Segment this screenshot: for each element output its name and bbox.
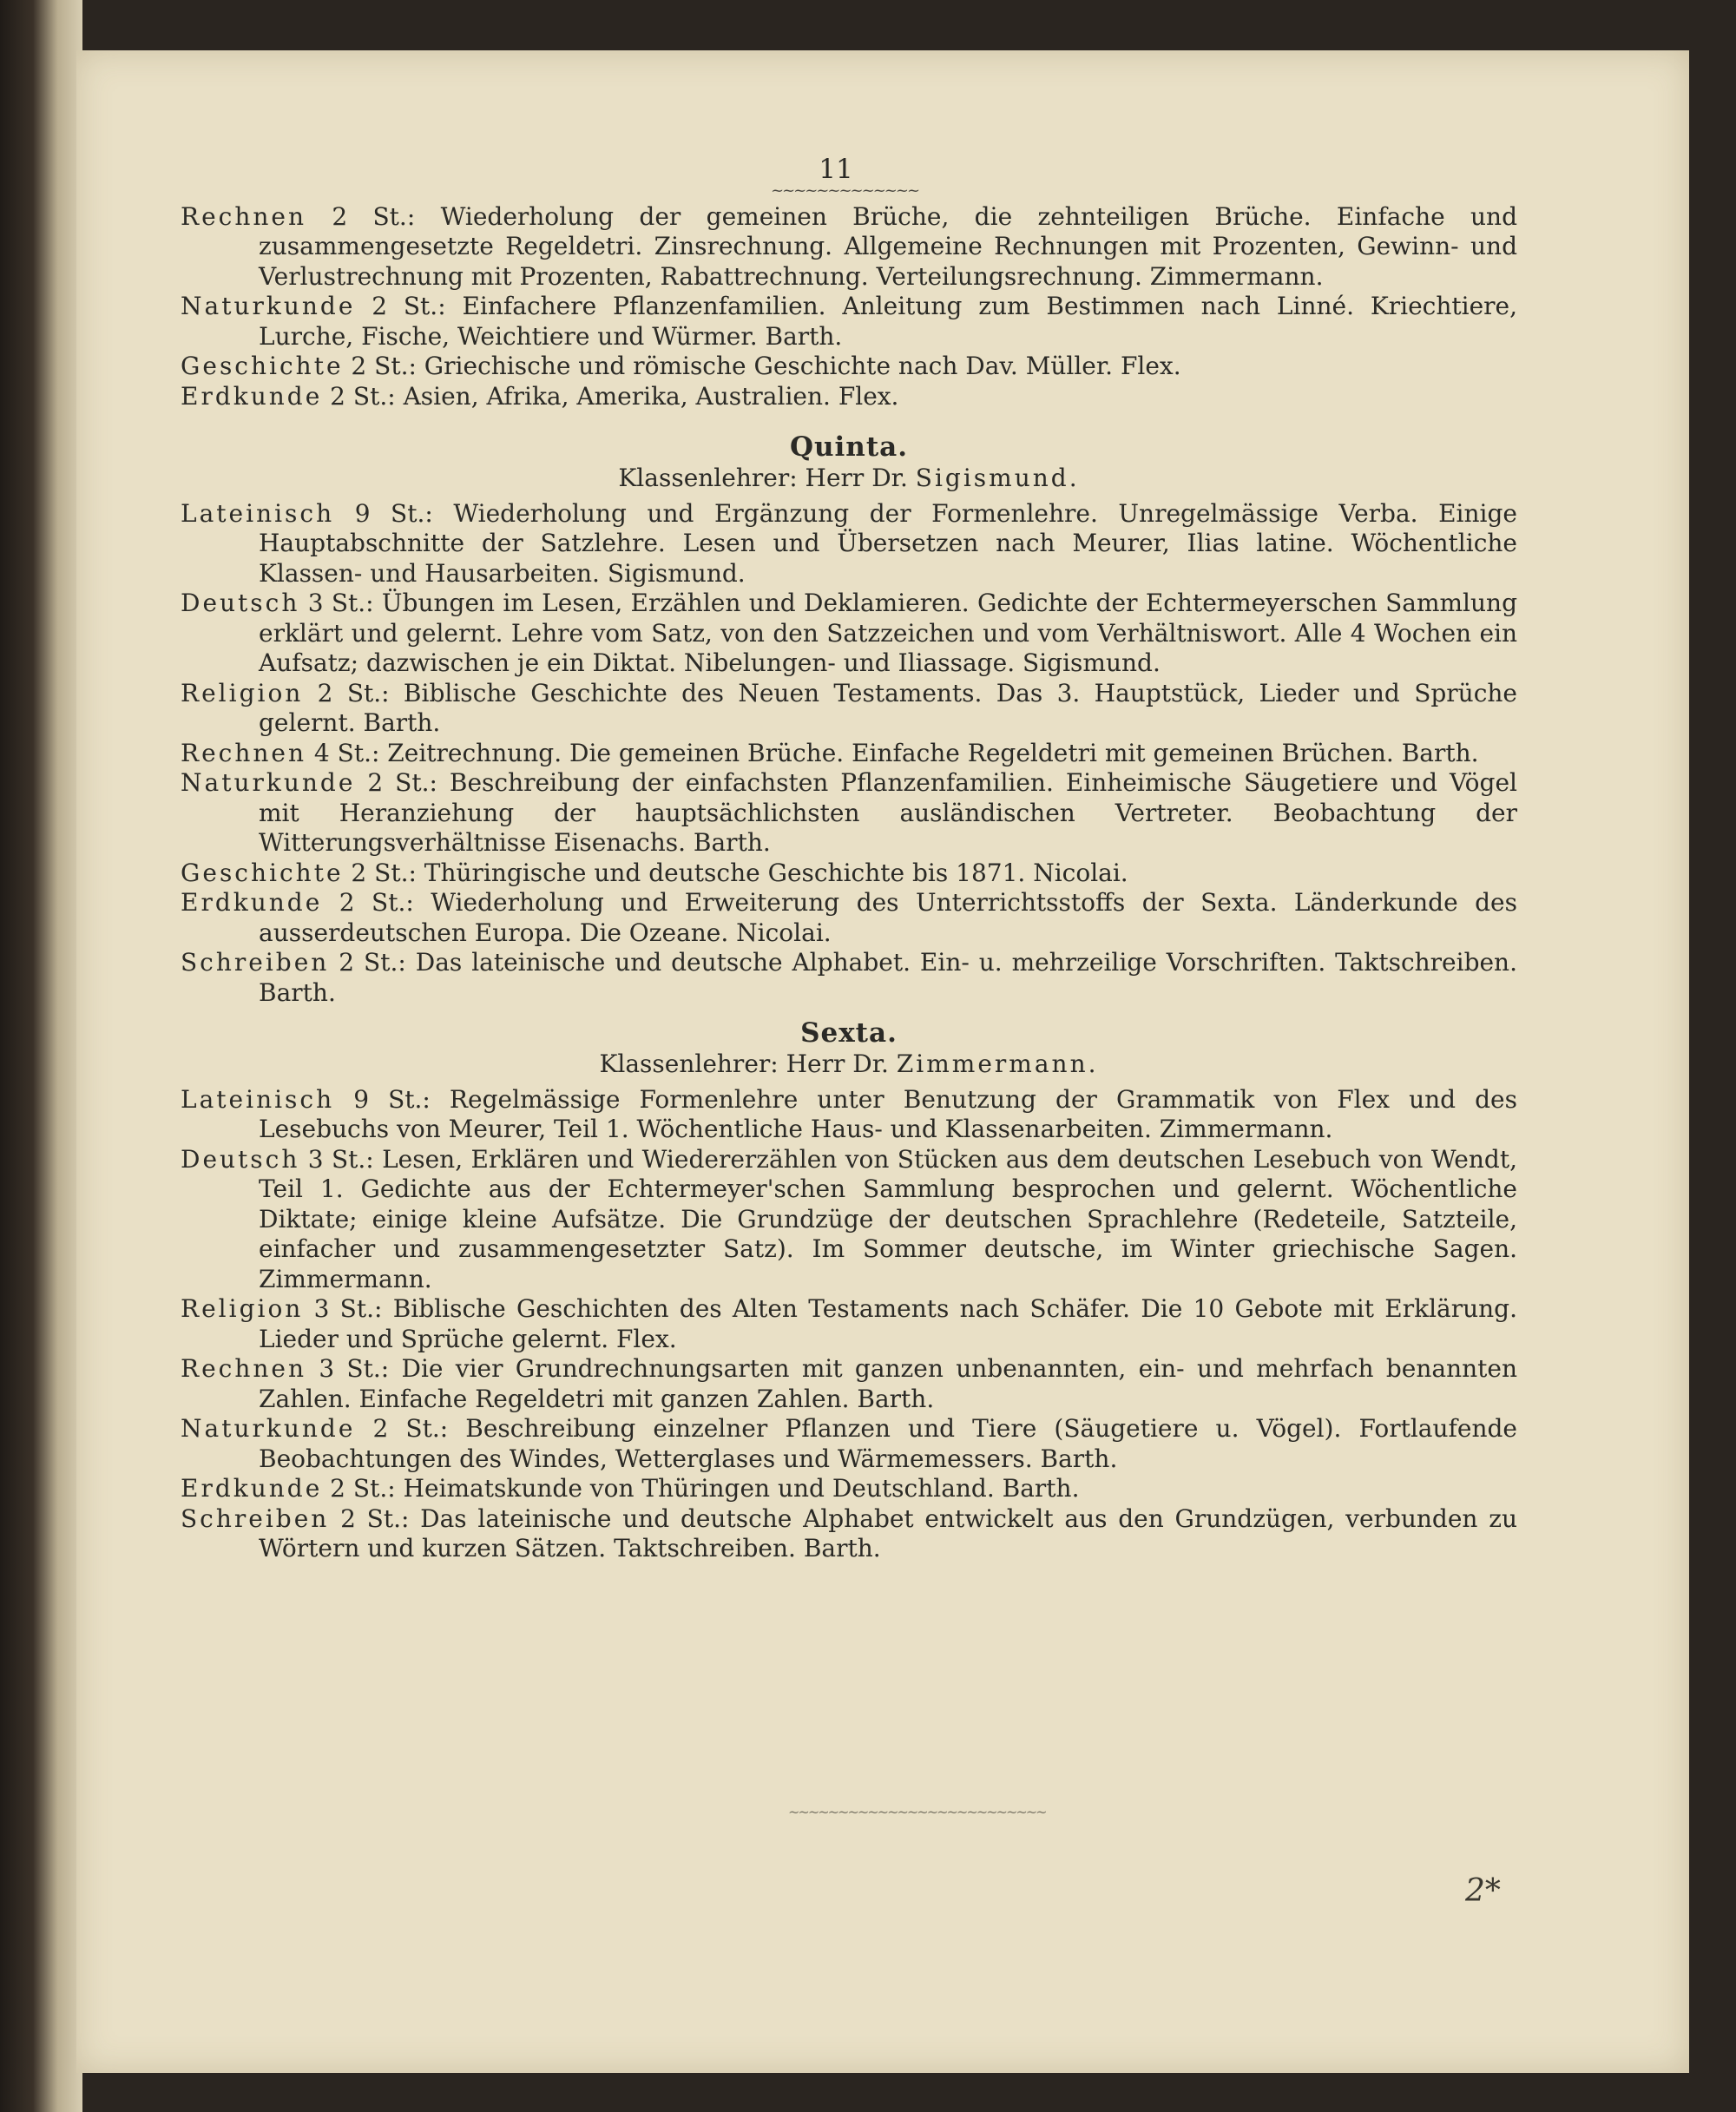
quinta-heading: Quinta. [789,431,909,463]
entry-text: 9 St.: Regelmässige Formenlehre unter Benutzung der Grammatik von Flex und des Lesebuchs von Meurer, Teil 1. Wöchentliche Haus- und Klassenarbeiten. Zimmermann. [259,1084,1517,1143]
entry-subject: Deutsch [181,589,300,617]
entry-deutsch [181,589,1517,679]
entry-deutsch [181,1145,1517,1295]
entry-text: 2 St.: Beschreibung der einfachsten Pflanzenfamilien. Einheimische Säugetiere und Vögel mit Heranziehung der hauptsächlichsten ausländischen Vertreter. Beobachtung der Witterungsverhältnisse Eisenachs. Barth. [259,768,1517,857]
entry-text: 2 St.: Griechische und römische Geschichte nach Dav. Müller. Flex. [343,352,1181,380]
entry-subject: Schreiben [181,1503,330,1533]
entry-subject: Naturkunde [181,768,356,797]
document-page [76,50,1689,2073]
entry-text: 2 St.: Heimatskunde von Thüringen und Deutschland. Barth. [322,1474,1080,1503]
entry-lateinisch [181,1085,1517,1145]
entry-subject: Rechnen [181,201,307,231]
entry-text: 4 St.: Zeitrechnung. Die gemeinen Brüche. Einfache Regeldetri mit gemeinen Brüchen. Barth. [306,738,1479,767]
entry-subject: Religion [181,1294,304,1323]
entry-text: 2 St.: Beschreibung einzelner Pflanzen und Tiere (Säugetiere u. Vögel). Fortlaufende Beobachtungen des Windes, Wetterglases und Wärmemessers. Barth. [259,1414,1517,1473]
quinta-section [181,499,1517,1009]
entry-text: 3 St.: Lesen, Erklären und Wiedererzählen von Stücken aus dem deutschen Lesebuch von Wendt, Teil 1. Gedichte aus der Echtermeyer'schen Sammlung besprochen und gelernt. Wöchentliche Diktate; einige kleine Aufsätze. Die Grundzüge der deutschen Sprachlehre (Redeteile, Satzteile, einfacher und zusammengesetzter Satz). Im Sommer deutsche, im Winter griechische Sagen. Zimmermann. [259,1144,1517,1293]
page-number-ornament: ~~~~~~~~~~~~~ [770,181,919,200]
entry-erdkunde [181,1474,1517,1504]
intro-section [181,202,1517,412]
sexta-teacher [181,1049,1517,1080]
entry-text: 9 St.: Wiederholung und Ergänzung der Formenlehre. Unregelmässige Verba. Einige Hauptabschnitte der Satzlehre. Lesen und Übersetzen nach Meurer, Ilias latine. Wöchentliche Klassen- und Hausarbeiten. Sigismund. [259,498,1517,588]
entry-naturkunde [181,768,1517,859]
entry-schreiben [181,1504,1517,1564]
teacher-label: Klassenlehrer: Herr Dr. [618,464,908,492]
book-binding-edge [0,0,82,2112]
entry-lateinisch [181,499,1517,589]
bottom-ornament: ~~~~~~~~~~~~~~~~~~~~~~~~~~ [788,1804,1046,1820]
teacher-label: Klassenlehrer: Herr Dr. [599,1049,889,1078]
entry-text: 2 St.: Thüringische und deutsche Geschichte bis 1871. Nicolai. [343,858,1128,887]
entry-text: 2 St.: Das lateinische und deutsche Alphabet entwickelt aus den Grundzügen, verbunden zu Wörtern und kurzen Sätzen. Taktschreiben. Barth. [259,1503,1517,1563]
entry-subject: Erdkunde [181,888,323,917]
entry-subject: Naturkunde [181,1414,356,1443]
entry-subject: Schreiben [181,948,330,977]
entry-subject: Lateinisch [181,1084,335,1114]
entry-naturkunde [181,1414,1517,1474]
entry-subject: Deutsch [181,1144,300,1174]
entry-geschichte [181,352,1517,382]
entry-text: 2 St.: Einfachere Pflanzenfamilien. Anleitung zum Bestimmen nach Linné. Kriechtiere, Lurche, Fische, Weichtiere und Würmer. Barth. [259,292,1517,351]
entry-rechnen [181,739,1517,769]
sexta-section [181,1085,1517,1564]
page-number: 11 [819,154,853,185]
entry-subject: Geschichte [181,352,344,380]
entry-subject: Erdkunde [181,1474,323,1503]
entry-text: 2 St.: Das lateinische und deutsche Alphabet. Ein- u. mehrzeilige Vorschriften. Taktschreiben. Barth. [259,948,1517,1007]
entry-subject: Geschichte [181,858,344,887]
entry-naturkunde [181,292,1517,352]
entry-text: 2 St.: Asien, Afrika, Amerika, Australien. Flex. [322,381,899,411]
entry-text: 3 St.: Biblische Geschichten des Alten Testaments nach Schäfer. Die 10 Gebote mit Erklärung. Lieder und Sprüche gelernt. Flex. [259,1294,1517,1353]
teacher-name: Sigismund. [915,464,1080,492]
page-content [181,155,1517,1564]
signature-mark: 2* [1465,1873,1501,1909]
entry-religion [181,1294,1517,1354]
entry-subject: Erdkunde [181,381,323,411]
entry-erdkunde [181,888,1517,948]
entry-rechnen [181,202,1517,293]
entry-text: 3 St.: Übungen im Lesen, Erzählen und Deklamieren. Gedichte der Echtermeyerschen Sammlung erklärt und gelernt. Lehre vom Satz, von den Satzzeichen und vom Verhältniswort. Alle 4 Wochen ein Aufsatz; dazwischen je ein Diktat. Nibelungen- und Iliassage. Sigismund. [259,589,1517,677]
entry-text: 2 St.: Wiederholung und Erweiterung des Unterrichtsstoffs der Sexta. Länderkunde des ausserdeutschen Europa. Die Ozeane. Nicolai. [259,888,1517,947]
entry-schreiben [181,948,1517,1008]
entry-subject: Lateinisch [181,498,335,528]
entry-erdkunde [181,382,1517,412]
teacher-name: Zimmermann. [896,1049,1099,1078]
entry-subject: Naturkunde [181,292,356,320]
entry-subject: Rechnen [181,738,307,767]
entry-text: 3 St.: Die vier Grundrechnungsarten mit ganzen unbenannten, ein- und mehrfach benannten Zahlen. Einfache Regeldetri mit ganzen Zahlen. Barth. [259,1354,1517,1413]
entry-subject: Religion [181,678,304,707]
entry-text: 2 St.: Wiederholung der gemeinen Brüche, die zehnteiligen Brüche. Einfache und zusammengesetzte Regeldetri. Zinsrechnung. Allgemeine Rechnungen mit Prozenten, Gewinn- und Verlustrechnung mit Prozenten, Rabattrechnung. Verteilungsrechnung. Zimmermann. [259,201,1517,291]
quinta-teacher [181,464,1517,494]
entry-geschichte [181,859,1517,889]
sexta-heading: Sexta. [800,1017,898,1049]
entry-rechnen [181,1354,1517,1414]
entry-religion [181,679,1517,739]
entry-text: 2 St.: Biblische Geschichte des Neuen Testaments. Das 3. Hauptstück, Lieder und Sprüche gelernt. Barth. [259,678,1517,737]
entry-subject: Rechnen [181,1354,307,1383]
